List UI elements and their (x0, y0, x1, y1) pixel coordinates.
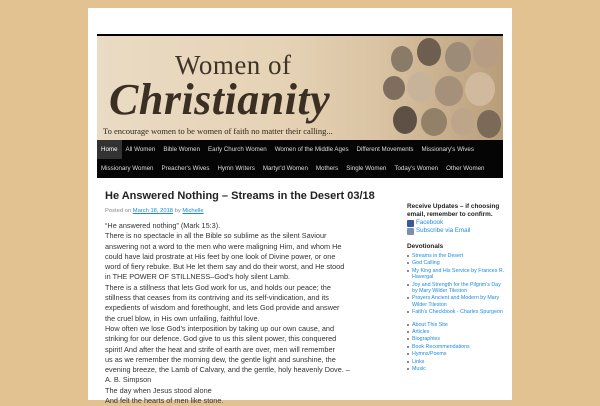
post-content (105, 190, 393, 406)
post-line: striking for our defence. God give to us this silent power, this conquered (105, 334, 337, 344)
devotional-link[interactable]: Faith's Checkbook - Charles Spurgeon (407, 309, 507, 315)
pages-list (407, 322, 507, 373)
devotional-link[interactable]: Prayers Ancient and Modern by Mary Wilder Tileston (407, 295, 507, 308)
nav-item-middle-ages[interactable]: Women of the Middle Ages (274, 146, 349, 153)
page-link[interactable]: Links (407, 359, 507, 365)
devotional-link[interactable]: Streams in the Desert (407, 253, 507, 259)
nav-item-preachers-wives[interactable]: Preacher's Wives (161, 165, 210, 172)
facebook-icon (407, 220, 414, 227)
portrait-image (445, 42, 471, 72)
post-line: us as we remember the morning dew, the gentle light and sunshine, the (105, 354, 336, 364)
post-line: evening breeze, the Lamb of Calvary, and the gentle, holy heavenly Dove. – (105, 365, 350, 375)
portrait-collage (383, 36, 503, 141)
post-line: stillness that ceases from its contriving and its self-vindication, and its (105, 293, 329, 303)
portrait-image (473, 38, 499, 68)
post-line: How often we lose God’s interposition by taking up our own cause, and (105, 323, 335, 333)
post-line: And felt the hearts of men like stone. (105, 396, 224, 406)
portrait-image (465, 72, 495, 106)
portrait-image (477, 110, 501, 138)
sidebar (407, 203, 507, 374)
devotional-link[interactable]: My King and His Service by Frances R. Havergal (407, 268, 507, 281)
site-tagline: To encourage women to be women of faith no matter their calling... (103, 126, 333, 136)
main-navigation (97, 140, 503, 178)
portrait-image (451, 108, 475, 136)
post-line: “He answered nothing” (Mark 15:3). (105, 221, 221, 230)
nav-item-home[interactable]: Home (97, 140, 122, 159)
nav-item-mothers[interactable]: Mothers (315, 165, 339, 172)
facebook-link[interactable] (407, 219, 507, 227)
nav-item-missionary-women[interactable]: Missionary Women (101, 165, 154, 172)
nav-item-other-women[interactable]: Other Women (446, 165, 485, 172)
page-link[interactable]: Biographies (407, 336, 507, 342)
devotionals-list (407, 253, 507, 316)
portrait-image (421, 108, 447, 136)
post-line: spirit! And after the heat and strife of earth are over, men will remember (105, 344, 335, 354)
subscribe-label: Subscribe via Email (416, 227, 471, 234)
post-title[interactable]: He Answered Nothing – Streams in the Desert 03/18 (105, 190, 375, 202)
post-line: A. B. Simpson (105, 375, 152, 385)
nav-item-martyrd-women[interactable]: Martyr'd Women (262, 165, 308, 172)
subscribe-email-link[interactable] (407, 227, 507, 235)
devotional-link[interactable]: Joy and Strength for the Pilgrim's Day by Mary Wilder Tileston (407, 282, 507, 295)
site-title-line1: Women of (175, 50, 292, 80)
nav-item-early-church-women[interactable]: Early Church Women (208, 146, 267, 153)
email-icon (407, 228, 414, 235)
devotional-link[interactable]: God Calling (407, 260, 507, 266)
nav-item-different-movements[interactable]: Different Movements (356, 146, 414, 153)
nav-item-hymn-writers[interactable]: Hymn Writers (217, 165, 255, 172)
page-link[interactable]: Articles (407, 329, 507, 335)
nav-item-single-women[interactable]: Single Women (346, 165, 387, 172)
nav-item-todays-women[interactable]: Today's Women (394, 165, 439, 172)
page-link[interactable]: Book Recommendations (407, 344, 507, 350)
page-link[interactable]: About This Site (407, 322, 507, 328)
portrait-image (435, 76, 463, 106)
page-link[interactable]: Music (407, 366, 507, 372)
nav-item-missionarys-wives[interactable]: Missionary's Wives (421, 146, 474, 153)
page-container (88, 8, 512, 406)
post-line: There is no spectacle in all the Bible so sublime as the silent Saviour (105, 231, 327, 241)
header-banner[interactable] (97, 34, 503, 141)
post-line: There is a stillness that lets God work for us, and holds our peace; the (105, 282, 331, 292)
devotionals-title: Devotionals (407, 243, 444, 250)
facebook-label: Facebook (416, 219, 444, 226)
updates-widget-title: Receive Updates – if choosing email, remember to confirm. (407, 203, 500, 218)
post-author-link[interactable]: Michelle (182, 208, 204, 214)
post-meta (105, 207, 393, 215)
post-date-link[interactable]: March 18, 2018 (132, 208, 174, 214)
post-line: in THE POWER OF STILLNESS–God’s holy silent Lamb. (105, 272, 291, 282)
portrait-image (407, 72, 433, 102)
post-line: the cruel blow, in His own unfailing, faithful love. (105, 313, 260, 323)
post-line: The day when Jesus stood alone (105, 385, 212, 395)
site-title-line2: Christianity (109, 75, 331, 124)
post-line: could have laid prostrate at His feet by one look of Divine power, or one (105, 251, 336, 261)
post-line: expedients of wisdom and forethought, and lets God provide and answer (105, 303, 340, 313)
meta-prefix: Posted on (105, 208, 132, 214)
portrait-image (393, 106, 417, 134)
post-line: answering not a word to the men who were maligning Him, and whom He (105, 241, 342, 251)
nav-item-bible-women[interactable]: Bible Women (163, 146, 201, 153)
portrait-image (391, 46, 413, 72)
portrait-image (383, 76, 405, 100)
portrait-image (417, 38, 441, 66)
post-line: word of fiery rebuke. But He let them say and do their worst, and He stood (105, 262, 345, 272)
nav-row-1 (97, 140, 503, 159)
post-body (105, 221, 393, 406)
page-link[interactable]: Hymns/Poems (407, 351, 507, 357)
nav-row-2 (97, 159, 503, 178)
nav-item-all-women[interactable]: All Women (125, 146, 156, 153)
meta-by: by (174, 208, 181, 214)
